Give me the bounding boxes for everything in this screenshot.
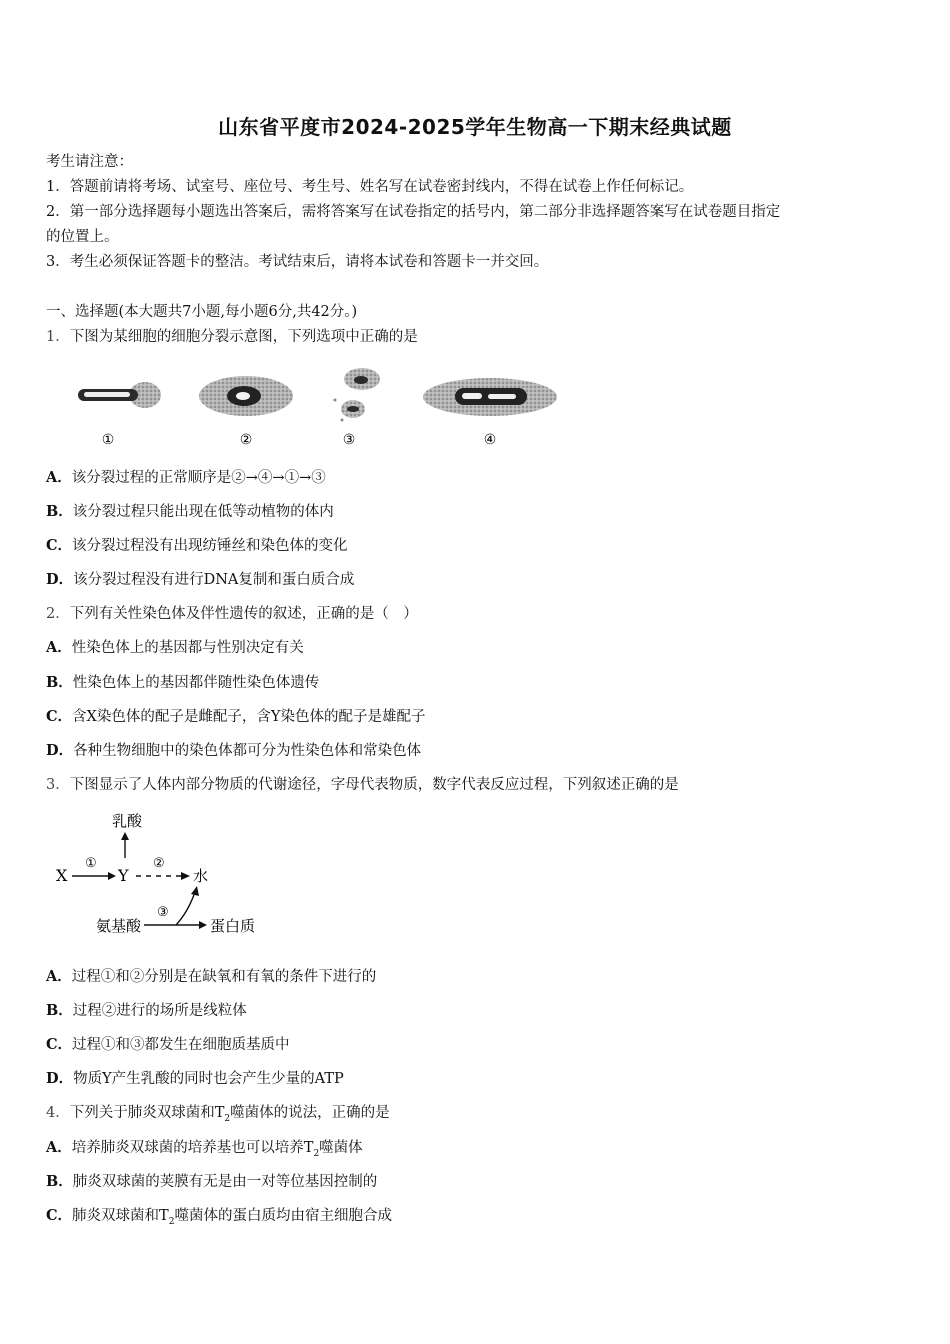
notice-item-3: 3．考生必须保证答题卡的整洁。考试结束后，请将本试卷和答题卡一并交回。 <box>46 254 549 270</box>
q3-option-b[interactable]: B．过程②进行的场所是线粒体 <box>46 1002 247 1019</box>
label-step-2: ② <box>153 856 165 871</box>
label-step-3: ③ <box>157 905 169 920</box>
question-4: 4．下列关于肺炎双球菌和$T_2$噬菌体的说法，正确的是 <box>46 1105 390 1124</box>
section-heading: 一、选择题(本大题共7小题,每小题6分,共42分。) <box>46 304 358 320</box>
question-number: 2． <box>46 606 70 622</box>
q3-option-a[interactable]: A．过程①和②分别是在缺氧和有氧的条件下进行的 <box>46 968 377 985</box>
cell-2 <box>199 376 293 416</box>
notice-item-1: 1．答题前请将考场、试室号、座位号、考生号、姓名写在试卷密封线内，不得在试卷上作任何标记。 <box>46 179 694 195</box>
notice-item-2-cont: 的位置上。 <box>46 229 119 245</box>
q4-option-a[interactable]: A．培养肺炎双球菌的培养基也可以培养$T_2$噬菌体 <box>46 1139 363 1159</box>
question-2 <box>46 604 418 624</box>
figure-label-3: ③ <box>342 432 356 448</box>
notice-heading: 考生请注意： <box>46 154 133 170</box>
q4-option-b[interactable]: B．肺炎双球菌的荚膜有无是由一对等位基因控制的 <box>46 1173 378 1190</box>
q2-option-a[interactable]: A．性染色体上的基因都与性别决定有关 <box>46 639 304 656</box>
question-3 <box>46 775 679 795</box>
cell-division-figure <box>70 362 570 454</box>
q1-option-a[interactable]: A．该分裂过程的正常顺序是②→④→①→③ <box>46 469 326 486</box>
question-1 <box>46 327 418 347</box>
question-stem: 下列有关性染色体及伴性遗传的叙述，正确的是（ ） <box>69 606 418 622</box>
question-stem: 下图显示了人体内部分物质的代谢途径，字母代表物质，数字代表反应过程，下列叙述正确的是 <box>69 777 679 793</box>
label-x: X <box>56 866 68 885</box>
figure-label-4: ④ <box>483 432 497 448</box>
q1-option-d[interactable]: D．该分裂过程没有进行DNA复制和蛋白质合成 <box>46 571 355 588</box>
metabolism-diagram <box>50 804 290 944</box>
label-y: Y <box>118 866 129 885</box>
q2-option-c[interactable]: C．含X染色体的配子是雌配子，含Y染色体的配子是雄配子 <box>46 708 426 725</box>
question-number: 1． <box>46 329 70 345</box>
q1-option-b[interactable]: B．该分裂过程只能出现在低等动植物的体内 <box>46 503 334 520</box>
question-number: 4． <box>46 1105 70 1121</box>
figure-label-2: ② <box>239 432 253 448</box>
question-number: 3． <box>46 777 70 793</box>
q1-option-c[interactable]: C．该分裂过程没有出现纺锤丝和染色体的变化 <box>46 537 348 554</box>
cell-4 <box>423 378 557 416</box>
q3-option-d[interactable]: D．物质Y产生乳酸的同时也会产生少量的ATP <box>46 1070 344 1087</box>
label-amino-acid: 氨基酸 <box>96 917 142 935</box>
question-stem: 下图为某细胞的细胞分裂示意图，下列选项中正确的是 <box>69 329 418 345</box>
cell-1 <box>78 382 161 408</box>
q2-option-d[interactable]: D．各种生物细胞中的染色体都可分为性染色体和常染色体 <box>46 742 422 759</box>
q2-option-b[interactable]: B．性染色体上的基因都伴随性染色体遗传 <box>46 674 320 691</box>
q3-option-c[interactable]: C．过程①和③都发生在细胞质基质中 <box>46 1036 290 1053</box>
figure-label-1: ① <box>101 432 115 448</box>
label-lactic-acid: 乳酸 <box>112 812 143 830</box>
page-title: 山东省平度市2024-2025学年生物高一下期末经典试题 <box>218 115 732 139</box>
notice-item-2: 2．第一部分选择题每小题选出答案后，需将答案写在试卷指定的括号内，第二部分非选择题答案写在试卷题目指定 <box>46 204 781 220</box>
label-protein: 蛋白质 <box>210 917 256 935</box>
q4-option-c[interactable]: C．肺炎双球菌和$T_2$噬菌体的蛋白质均由宿主细胞合成 <box>46 1207 392 1227</box>
label-water: 水 <box>193 867 209 885</box>
label-step-1: ① <box>85 856 97 871</box>
cell-3 <box>334 368 381 422</box>
